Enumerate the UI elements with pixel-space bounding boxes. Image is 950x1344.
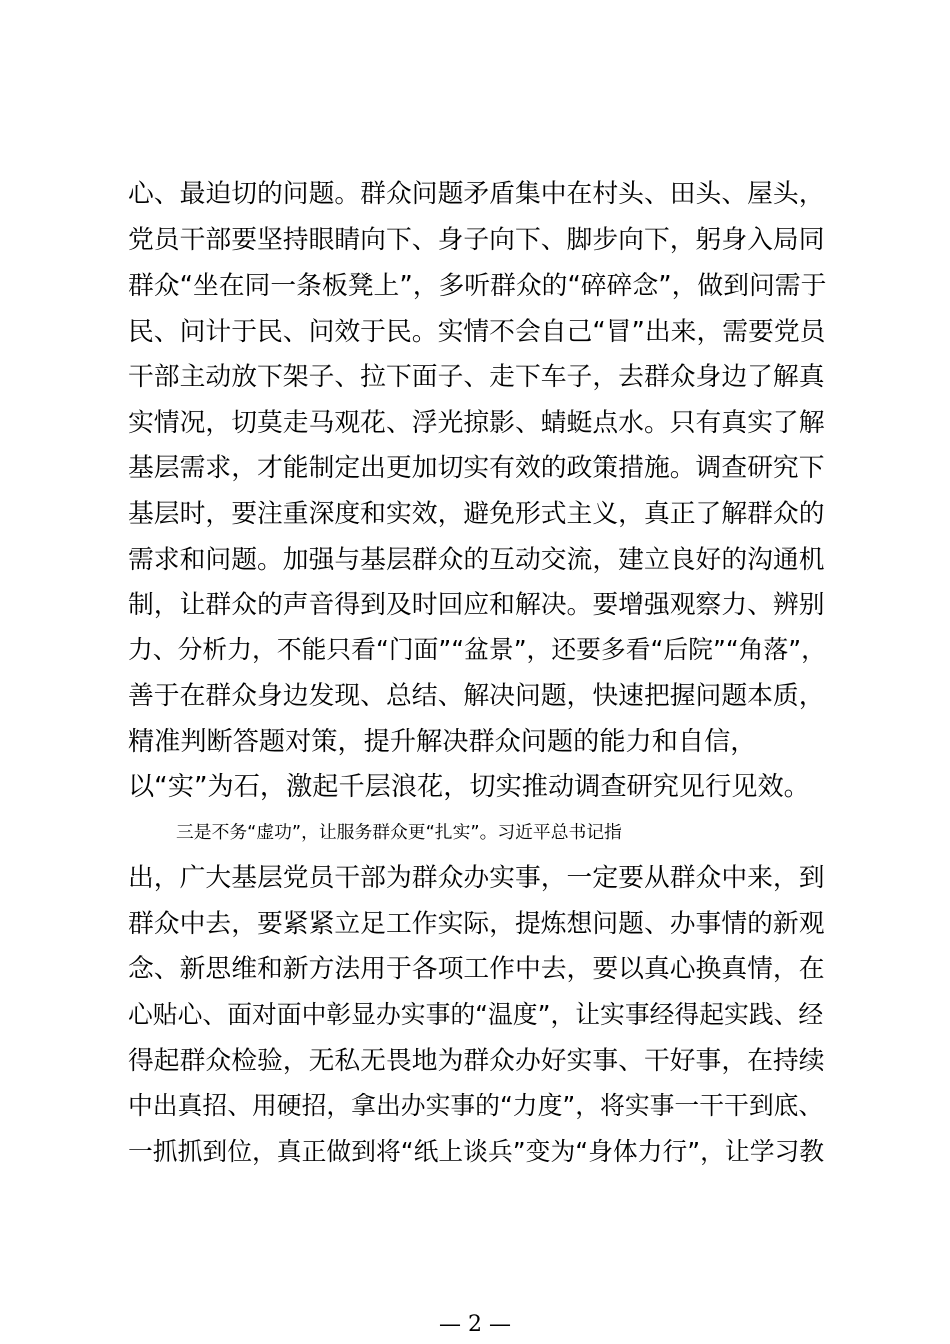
text-line: 善于在群众身边发现、总结、解决问题，快速把握问题本质， — [128, 681, 825, 711]
text-line: 实情况，切莫走马观花、浮光掠影、蜻蜓点水。只有真实了解 — [128, 408, 825, 438]
text-line: 念、新思维和新方法用于各项工作中去，要以真心换真情，在 — [128, 954, 825, 984]
text-line: 力、分析力，不能只看“门面”“盆景”，还要多看“后院”“角落”， — [128, 635, 826, 664]
text-line: 一抓抓到位，真正做到将“纸上谈兵”变为“身体力行”，让学习教 — [128, 1137, 825, 1166]
text-line: 精准判断答题对策，提升解决群众问题的能力和自信， — [128, 727, 757, 757]
text-line: 中出真招、用硬招，拿出办实事的“力度”，将实事一干干到底、 — [128, 1091, 824, 1120]
text-line: 群众“坐在同一条板凳上”，多听群众的“碎碎念”，做到问需于 — [128, 271, 827, 301]
text-line: 民、问计于民、问效于民。实情不会自己“冒”出来，需要党员 — [128, 317, 826, 347]
page-number: — 2 — — [439, 1312, 511, 1337]
text-line: 党员干部要坚持眼睛向下、身子向下、脚步向下，躬身入局同 — [128, 225, 825, 255]
text-line: 心贴心、面对面中彰显办实事的“温度”，让实事经得起实践、经 — [128, 1000, 824, 1029]
text-line: 基层时，要注重深度和实效，避免形式主义，真正了解群众的 — [128, 499, 825, 529]
text-line: 需求和问题。加强与基层群众的互动交流，建立良好的沟通机 — [128, 545, 825, 575]
text-line: 心、最迫切的问题。群众问题矛盾集中在村头、田头、屋头， — [128, 179, 825, 209]
paragraph-first-line: 三是不务“虚功”，让服务群众更“扎实”。习近平总书记指 — [176, 822, 622, 843]
text-line: 群众中去，要紧紧立足工作实际，提炼想问题、办事情的新观 — [128, 909, 825, 939]
text-line: 以“实”为石，激起千层浪花，切实推动调查研究见行见效。 — [128, 772, 810, 802]
text-line: 得起群众检验，无私无畏地为群众办好实事、干好事，在持续 — [128, 1046, 825, 1076]
text-line: 出，广大基层党员干部为群众办实事，一定要从群众中来，到 — [128, 863, 825, 893]
text-line: 干部主动放下架子、拉下面子、走下车子，去群众身边了解真 — [128, 362, 825, 392]
text-line: 基层需求，才能制定出更加切实有效的政策措施。调查研究下 — [128, 453, 825, 483]
text-line: 制，让群众的声音得到及时回应和解决。要增强观察力、辨别 — [128, 590, 825, 620]
